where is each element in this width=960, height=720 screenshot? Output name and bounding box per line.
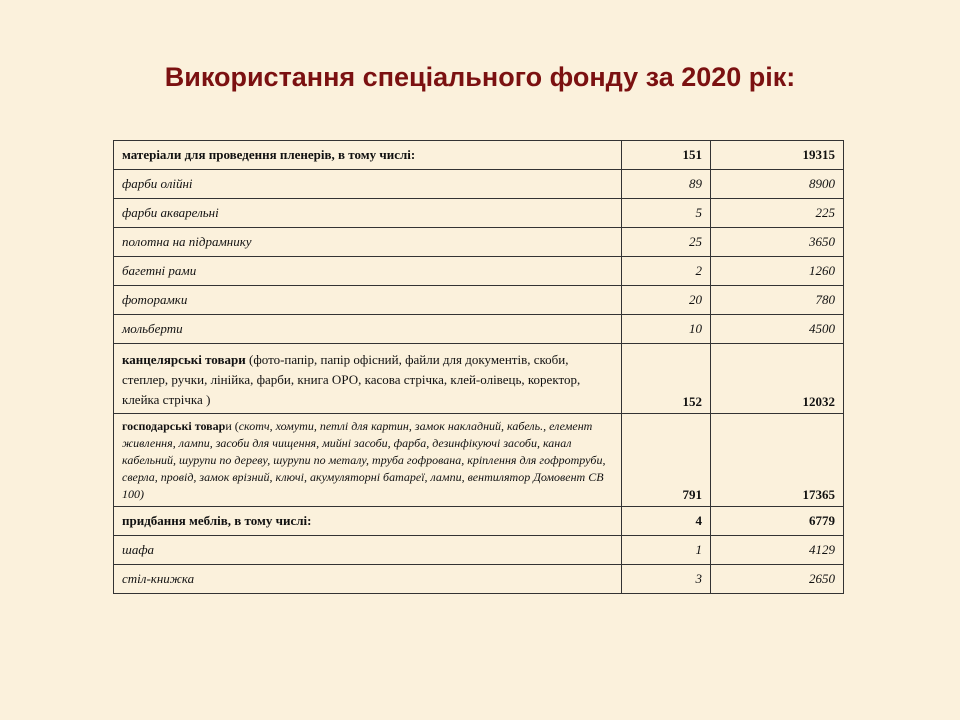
item-quantity: 89 bbox=[622, 170, 711, 199]
item-quantity: 791 bbox=[622, 414, 711, 507]
table-row bbox=[114, 170, 844, 199]
table-row bbox=[114, 344, 844, 414]
item-sum: 4500 bbox=[711, 315, 844, 344]
item-sum: 1260 bbox=[711, 257, 844, 286]
table-row bbox=[114, 414, 844, 507]
item-name: матеріали для проведення пленерів, в тому числі: bbox=[114, 141, 622, 170]
item-quantity: 1 bbox=[622, 536, 711, 565]
item-quantity: 151 bbox=[622, 141, 711, 170]
item-quantity: 20 bbox=[622, 286, 711, 315]
item-sum: 17365 bbox=[711, 414, 844, 507]
item-name-bold: канцелярські товари bbox=[122, 352, 246, 367]
item-name: фарби акварельні bbox=[114, 199, 622, 228]
item-sum: 3650 bbox=[711, 228, 844, 257]
item-quantity: 3 bbox=[622, 565, 711, 594]
item-sum: 8900 bbox=[711, 170, 844, 199]
item-name bbox=[114, 414, 622, 507]
table-row bbox=[114, 507, 844, 536]
item-name-suffix: и ( bbox=[225, 419, 239, 433]
page-title: Використання спеціального фонду за 2020 рік: bbox=[164, 62, 796, 92]
table-row bbox=[114, 257, 844, 286]
item-sum: 225 bbox=[711, 199, 844, 228]
item-quantity: 152 bbox=[622, 344, 711, 414]
item-name: стіл-книжка bbox=[114, 565, 622, 594]
item-name: мольберти bbox=[114, 315, 622, 344]
item-name: фоторамки bbox=[114, 286, 622, 315]
item-quantity: 25 bbox=[622, 228, 711, 257]
item-quantity: 5 bbox=[622, 199, 711, 228]
item-quantity: 2 bbox=[622, 257, 711, 286]
table-row bbox=[114, 141, 844, 170]
special-fund-table bbox=[113, 140, 844, 594]
item-name bbox=[114, 344, 622, 414]
item-name: шафа bbox=[114, 536, 622, 565]
table-row bbox=[114, 536, 844, 565]
item-sum: 780 bbox=[711, 286, 844, 315]
item-name: фарби олійні bbox=[114, 170, 622, 199]
item-name: багетні рами bbox=[114, 257, 622, 286]
item-name-details: (фото-папір, папір офісний, файли для документів, скоби, степлер, ручки, лінійка, фарби, книга ОРО, касова стрічка, клей-олівець, коректор, клейка стрічка ) bbox=[122, 352, 581, 407]
item-quantity: 4 bbox=[622, 507, 711, 536]
table-row bbox=[114, 199, 844, 228]
table-row bbox=[114, 286, 844, 315]
item-name: придбання меблів, в тому числі: bbox=[114, 507, 622, 536]
item-sum: 6779 bbox=[711, 507, 844, 536]
item-sum: 12032 bbox=[711, 344, 844, 414]
table-row bbox=[114, 315, 844, 344]
item-name: полотна на підрамнику bbox=[114, 228, 622, 257]
item-sum: 2650 bbox=[711, 565, 844, 594]
table-row bbox=[114, 565, 844, 594]
item-name-bold: господарські товар bbox=[122, 419, 226, 433]
item-name-details: скотч, хомути, петлі для картин, замок накладний, кабель., елемент живлення, лампи, засоби для чищення, мийні засоби, фарба, дезинфікуючі засоби, канал кабельний, шурупи по дереву, шурупи по металу, труба гофрована, кріплення для гофротруби, сверла, провід, замок врізний, ключі, акумуляторні батареї, лампи, вентилятор Домовент СВ 100) bbox=[122, 419, 606, 501]
item-quantity: 10 bbox=[622, 315, 711, 344]
item-sum: 19315 bbox=[711, 141, 844, 170]
item-sum: 4129 bbox=[711, 536, 844, 565]
table-row bbox=[114, 228, 844, 257]
